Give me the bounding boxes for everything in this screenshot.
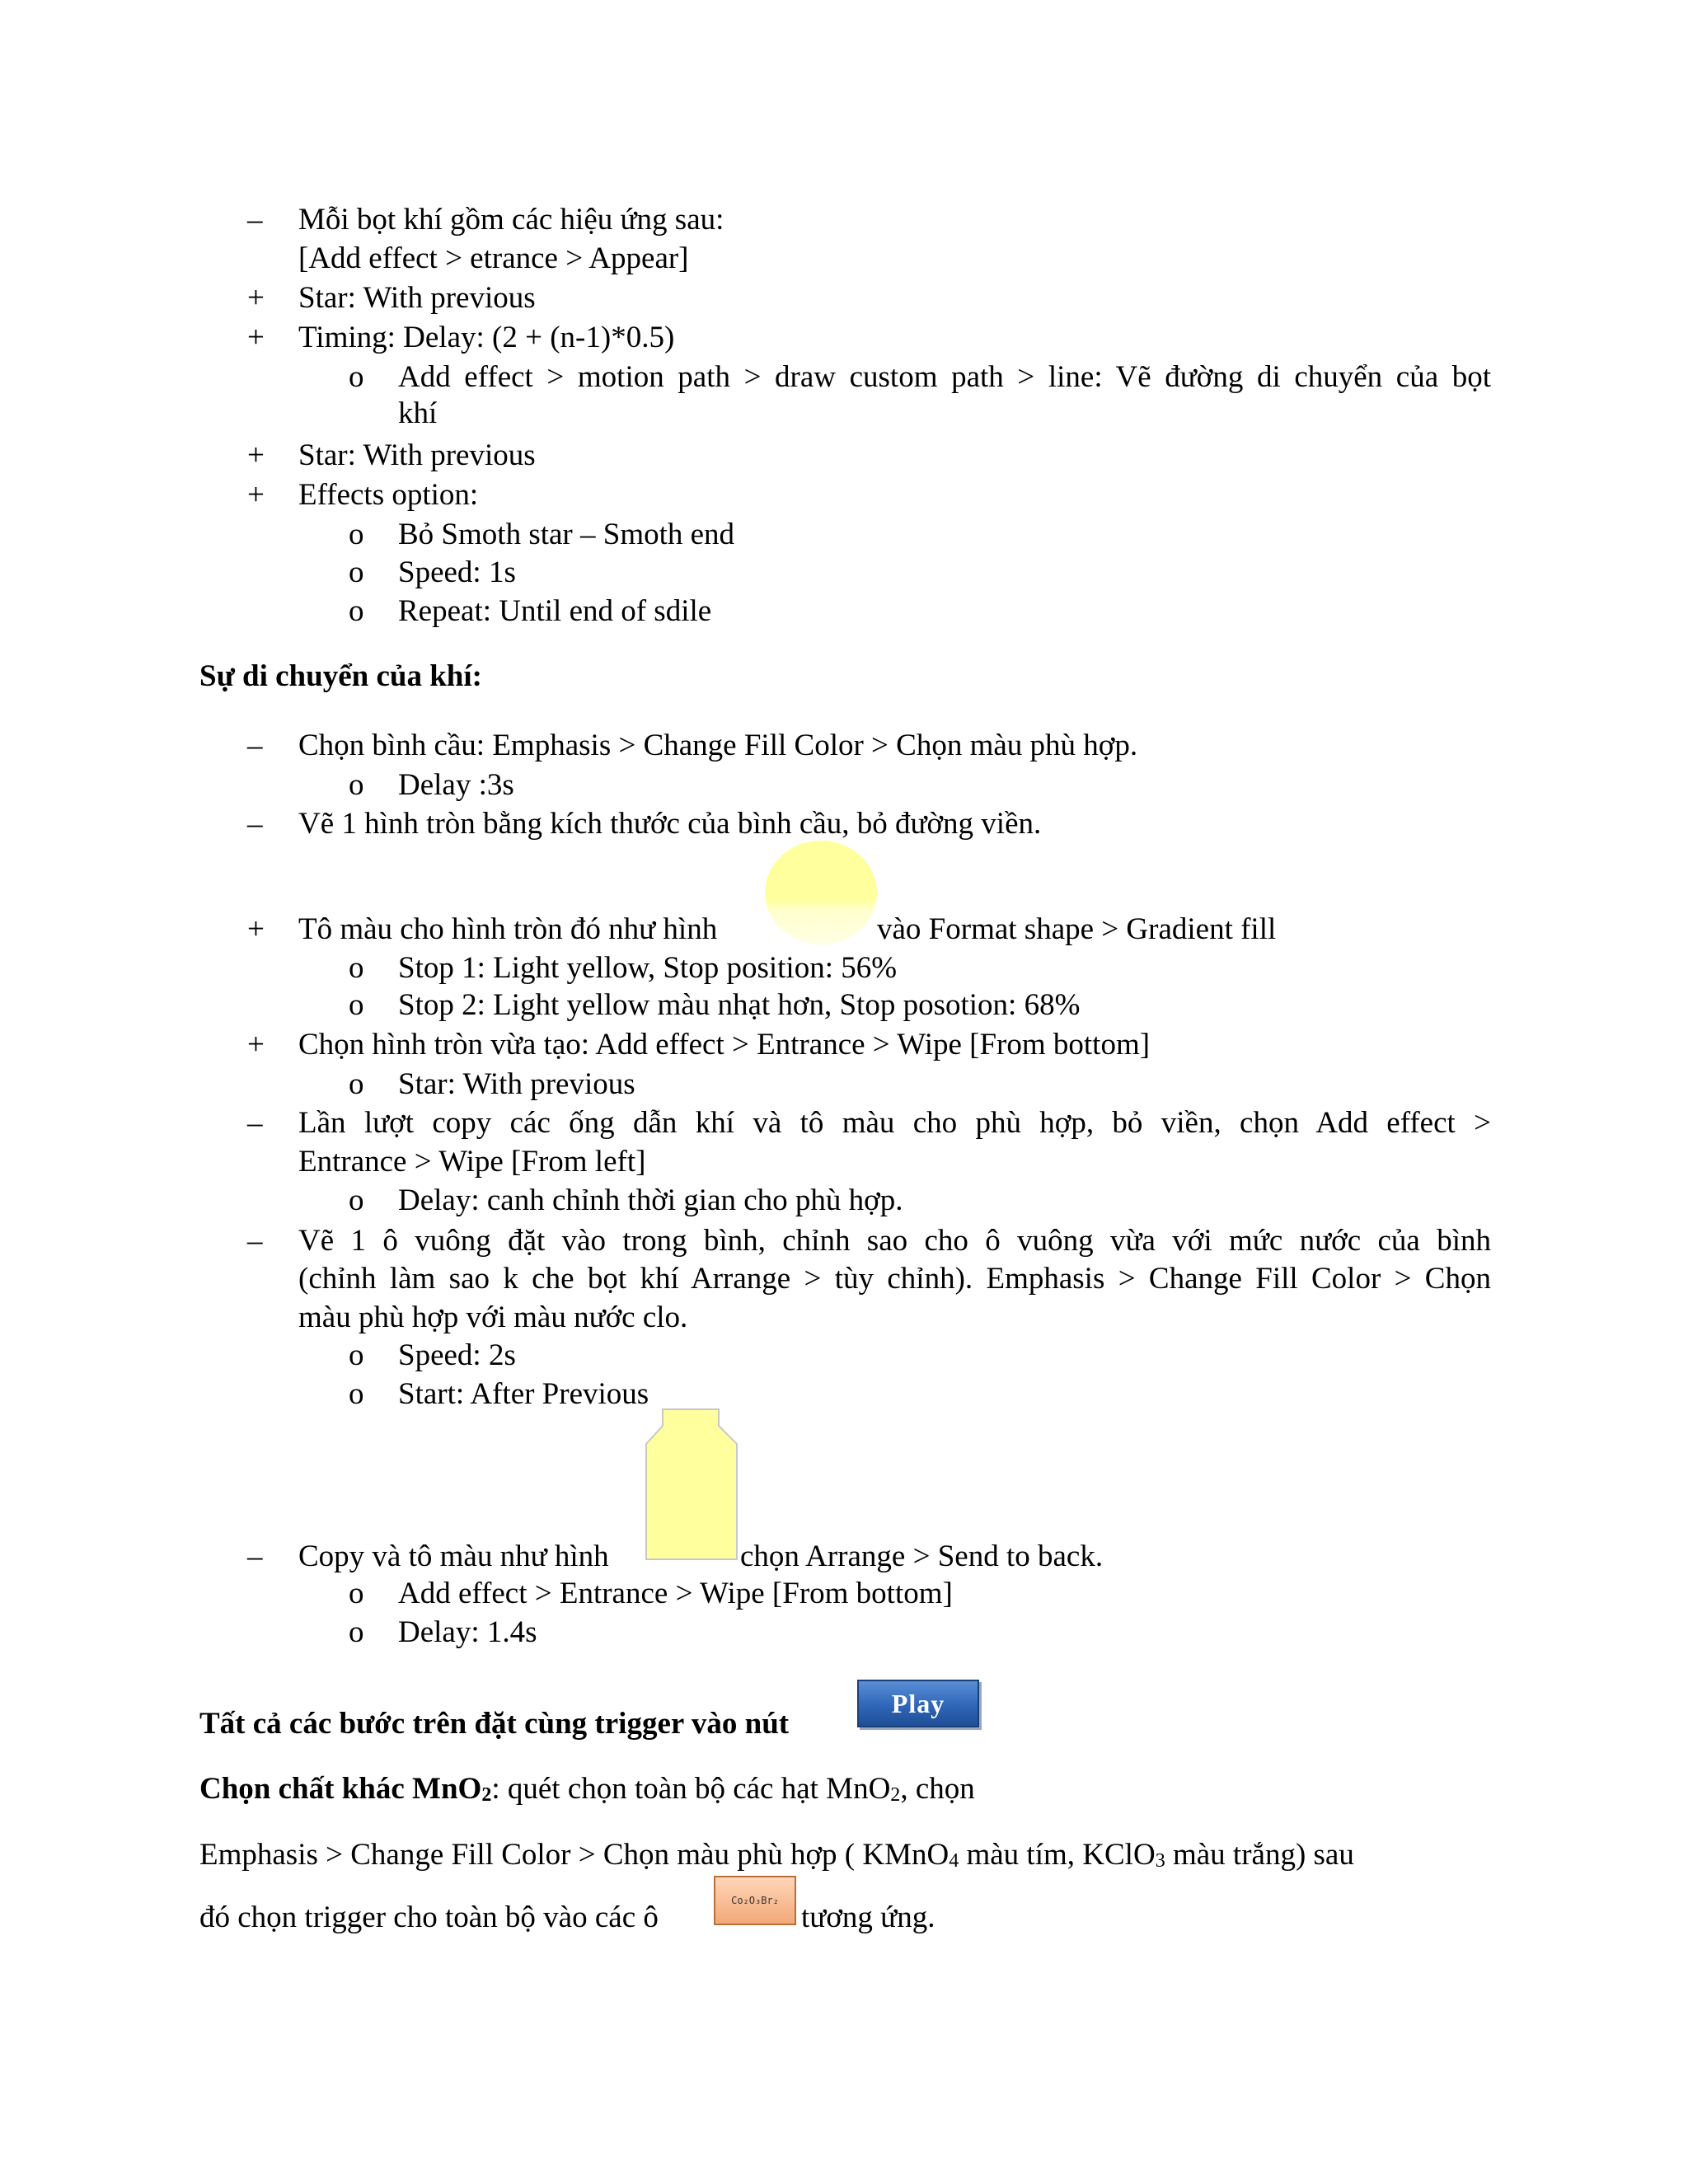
- text-line: màu phù hợp với màu nước clo.: [298, 1301, 688, 1334]
- mno2-rest-text: : quét chọn toàn bộ các hạt MnO: [491, 1772, 891, 1806]
- text-line: Effects option:: [298, 478, 479, 512]
- list-dash: –: [247, 1540, 263, 1573]
- text-line: Mỗi bọt khí gồm các hiệu ứng sau:: [298, 203, 724, 237]
- list-plus: +: [247, 438, 265, 472]
- list-bullet-o: o: [349, 1183, 364, 1217]
- list-bullet-o: o: [349, 518, 364, 551]
- text-line: Star: With previous: [298, 438, 536, 472]
- list-bullet-o: o: [349, 1067, 364, 1101]
- text-line: Delay :3s: [398, 768, 514, 802]
- text-line: đó chọn trigger cho toàn bộ vào các ô: [199, 1900, 659, 1934]
- list-bullet-o: o: [349, 1615, 364, 1649]
- list-bullet-o: o: [349, 1338, 364, 1372]
- text-line: Entrance > Wipe [From left]: [298, 1145, 646, 1179]
- list-bullet-o: o: [349, 1577, 364, 1610]
- list-bullet-o: o: [349, 360, 364, 394]
- mno2-rest-end: , chọn: [900, 1772, 975, 1806]
- list-plus: +: [247, 281, 265, 315]
- list-bullet-o: o: [349, 594, 364, 628]
- subscript: 3: [1155, 1849, 1165, 1872]
- text-line: Tô màu cho hình tròn đó như hình: [298, 912, 718, 946]
- text-line: khí: [398, 396, 438, 430]
- text-line: (chỉnh làm sao k che bọt khí Arrange > tùy chỉnh). Emphasis > Change Fill Color > Chọn: [298, 1262, 1491, 1296]
- text-line: Speed: 1s: [398, 555, 516, 589]
- list-dash: –: [247, 807, 263, 841]
- list-plus: +: [247, 478, 265, 512]
- section-heading: Sự di chuyển của khí:: [199, 659, 482, 693]
- text-line: vào Format shape > Gradient fill: [877, 912, 1277, 946]
- subscript: 2: [481, 1783, 492, 1806]
- play-button[interactable]: Play: [857, 1680, 979, 1727]
- text-line: Speed: 2s: [398, 1338, 516, 1372]
- list-plus: +: [247, 321, 265, 354]
- text-line: Vẽ 1 ô vuông đặt vào trong bình, chỉnh sao cho ô vuông vừa với mức nước của bình: [298, 1224, 1491, 1258]
- emphasis-line: [199, 1840, 1354, 1870]
- list-bullet-o: o: [349, 555, 364, 589]
- emphasis-text: màu tím, KClO: [959, 1838, 1156, 1872]
- text-line: Stop 1: Light yellow, Stop position: 56%: [398, 951, 898, 985]
- text-line: tương ứng.: [801, 1900, 935, 1934]
- text-line: Start: After Previous: [398, 1377, 649, 1411]
- text-line: Bỏ Smoth star – Smoth end: [398, 518, 735, 551]
- list-dash: –: [247, 203, 263, 237]
- trigger-heading: Tất cả các bước trên đặt cùng trigger vào nút: [199, 1707, 790, 1741]
- text-line: Chọn bình cầu: Emphasis > Change Fill Color > Chọn màu phù hợp.: [298, 729, 1138, 762]
- text-line: Delay: canh chỉnh thời gian cho phù hợp.: [398, 1183, 903, 1217]
- mno2-bold-label: [199, 1772, 491, 1806]
- text-line: chọn Arrange > Send to back.: [740, 1540, 1104, 1573]
- text-line: Add effect > Entrance > Wipe [From bottom]: [398, 1577, 953, 1610]
- subscript: 2: [890, 1783, 901, 1806]
- list-dash: –: [247, 1106, 263, 1140]
- text-line: Chọn hình tròn vừa tạo: Add effect > Entrance > Wipe [From bottom]: [298, 1028, 1151, 1062]
- list-bullet-o: o: [349, 1377, 364, 1411]
- bottle-shape-image: [645, 1408, 738, 1561]
- subscript: 4: [949, 1849, 959, 1872]
- text-line: Vẽ 1 hình tròn bằng kích thước của bình cầu, bỏ đường viền.: [298, 807, 1042, 841]
- text-line: [Add effect > etrance > Appear]: [298, 241, 689, 275]
- text-line: Delay: 1.4s: [398, 1615, 537, 1649]
- text-line: Repeat: Until end of sdile: [398, 594, 712, 628]
- list-bullet-o: o: [349, 768, 364, 802]
- emphasis-text: Emphasis > Change Fill Color > Chọn màu phù hợp ( KMnO: [199, 1838, 950, 1872]
- text-line: Timing: Delay: (2 + (n-1)*0.5): [298, 321, 675, 354]
- list-plus: +: [247, 1028, 265, 1062]
- chemical-trigger-button[interactable]: Co₂O₃Br₂: [714, 1876, 796, 1925]
- text-line: Add effect > motion path > draw custom path > line: Vẽ đường di chuyển của bọt: [398, 360, 1491, 394]
- text-line: Star: With previous: [298, 281, 536, 315]
- list-dash: –: [247, 1224, 263, 1258]
- text-line: Star: With previous: [398, 1067, 635, 1101]
- list-bullet-o: o: [349, 951, 364, 985]
- list-plus: +: [247, 912, 265, 946]
- emphasis-text: màu trắng) sau: [1165, 1838, 1354, 1872]
- mno2-bold-text: Chọn chất khác MnO: [199, 1772, 482, 1806]
- list-dash: –: [247, 729, 263, 762]
- text-line: Lần lượt copy các ống dẫn khí và tô màu cho phù hợp, bỏ viền, chọn Add effect >: [298, 1106, 1491, 1140]
- list-bullet-o: o: [349, 988, 364, 1022]
- gradient-circle-image: [765, 841, 877, 944]
- text-line: Stop 2: Light yellow màu nhạt hơn, Stop posotion: 68%: [398, 988, 1081, 1022]
- mno2-line: [199, 1774, 975, 1804]
- text-line: Copy và tô màu như hình: [298, 1540, 609, 1573]
